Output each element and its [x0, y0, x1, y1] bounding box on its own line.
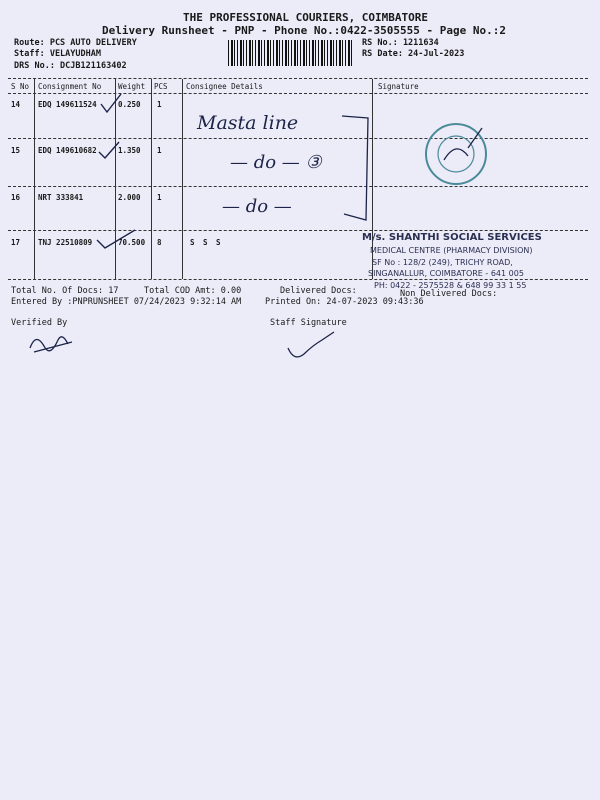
rs-number: RS No.: 1211634	[362, 38, 439, 48]
total-cod: Total COD Amt: 0.00	[144, 286, 242, 296]
col-divider	[182, 79, 183, 279]
tick-marks	[95, 92, 155, 282]
col-header-consignee: Consignee Details	[186, 82, 263, 91]
table-top-rule	[8, 78, 588, 79]
total-docs: Total No. Of Docs: 17	[11, 286, 119, 296]
handwritten-ditto: — do —	[222, 196, 292, 217]
handwritten-ditto: — do — ③	[230, 152, 322, 173]
row-pcs: 1	[157, 100, 162, 109]
row-sno: 17	[11, 238, 21, 247]
row-consignment: EDQ 149610682	[38, 146, 97, 155]
route-label: Route: PCS AUTO DELIVERY	[14, 38, 137, 48]
verified-by-label: Verified By	[11, 318, 68, 328]
row-pcs: 8	[157, 238, 162, 247]
col-header-signature: Signature	[378, 82, 419, 91]
col-divider	[34, 79, 35, 279]
staff-signature-label: Staff Signature	[270, 318, 347, 328]
col-header-consignment: Consignment No	[38, 82, 102, 91]
stamp-line: MEDICAL CENTRE (PHARMACY DIVISION)	[370, 246, 533, 255]
stamp-title: M/s. SHANTHI SOCIAL SERVICES	[362, 232, 542, 243]
row-consignment: NRT 333841	[38, 193, 84, 202]
row-details: S S S	[190, 238, 223, 247]
runsheet-subtitle: Delivery Runsheet - PNP - Phone No.:0422-3505555 - Page No.:2	[102, 24, 506, 37]
row-weight: 0.250	[118, 100, 141, 109]
barcode	[228, 40, 354, 66]
round-stamp	[422, 120, 494, 190]
row-weight: 1.350	[118, 146, 141, 155]
staff-signature	[282, 326, 342, 366]
col-header-pcs: PCS	[154, 82, 168, 91]
row-sno: 15	[11, 146, 21, 155]
company-name: THE PROFESSIONAL COURIERS, COIMBATORE	[183, 11, 429, 24]
handwritten-consignee: Masta line	[197, 112, 299, 134]
col-header-weight: Weight	[118, 82, 146, 91]
non-delivered-docs: Non Delivered Docs:	[400, 289, 498, 299]
staff-label: Staff: VELAYUDHAM	[14, 49, 101, 59]
verifier-signature	[22, 326, 82, 362]
row-sno: 16	[11, 193, 21, 202]
stamp-line: PH: 0422 - 2575528 & 648 99 33 1 55	[374, 281, 527, 290]
drs-number: DRS No.: DCJB121163402	[14, 61, 127, 71]
row-sno: 14	[11, 100, 21, 109]
bracket-mark	[338, 110, 378, 230]
rs-date: RS Date: 24-Jul-2023	[362, 49, 465, 59]
row-pcs: 1	[157, 193, 162, 202]
stamp-line: SINGANALLUR, COIMBATORE - 641 005	[368, 269, 524, 278]
col-header-sno: S No	[11, 82, 30, 91]
entered-by: Entered By :PNPRUNSHEET 07/24/2023 9:32:14 AM	[11, 297, 242, 307]
printed-on: Printed On: 24-07-2023 09:43:36	[265, 297, 424, 307]
delivered-docs: Delivered Docs:	[280, 286, 357, 296]
row-weight: 2.000	[118, 193, 141, 202]
row-weight: 70.500	[118, 238, 146, 247]
row-consignment: EDQ 149611524	[38, 100, 97, 109]
stamp-line: SF No : 128/2 (249), TRICHY ROAD,	[372, 258, 513, 267]
row-consignment: TNJ 22510809	[38, 238, 93, 247]
row-pcs: 1	[157, 146, 162, 155]
